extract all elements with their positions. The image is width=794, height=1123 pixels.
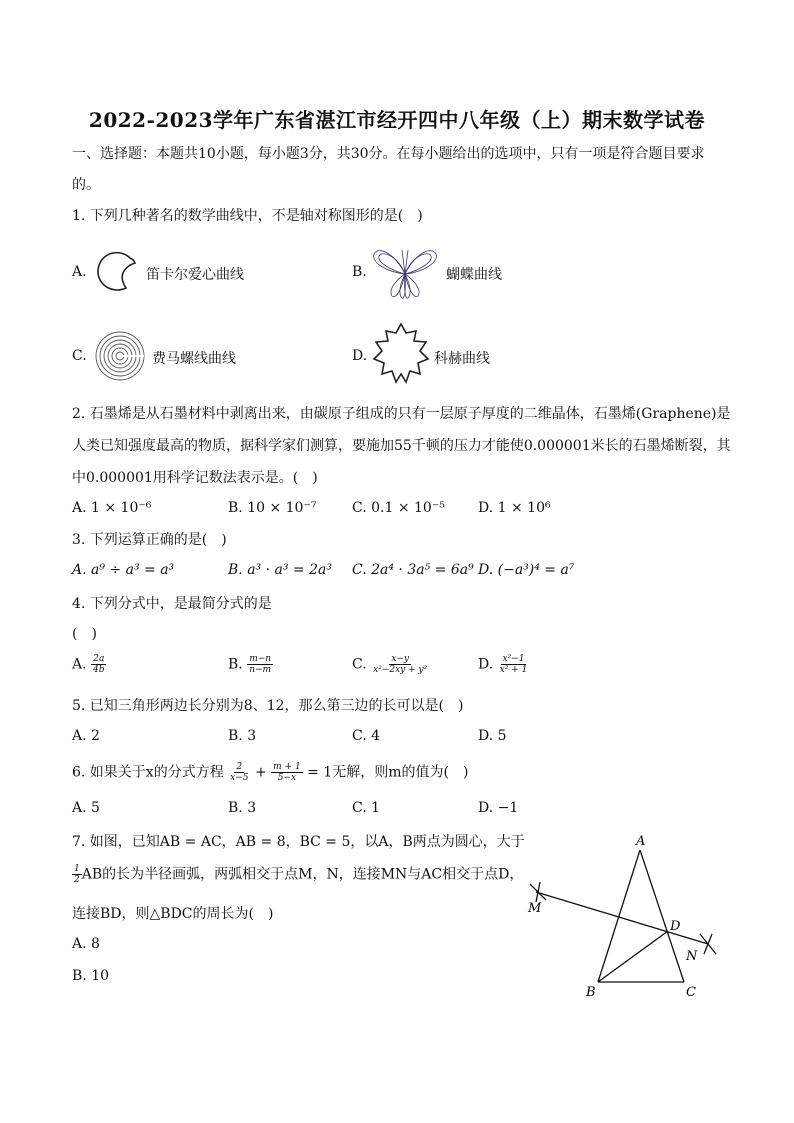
q7-half-fraction: $\frac{1}{2}$ <box>74 864 80 885</box>
q6-option-b[interactable]: B. 3 <box>228 800 257 816</box>
section-instructions-line1: 一、选择题：本题共10小题，每小题3分，共30分。在每小题给出的选项中，只有一项是符合题目要求 <box>72 146 705 162</box>
triangle-figure <box>520 830 730 1000</box>
question-4-paren: ( ) <box>72 626 97 642</box>
label-n: N <box>686 949 698 964</box>
q2-option-c[interactable]: C. 0.1 × 10⁻⁵ <box>352 500 445 516</box>
q3-option-b[interactable]: B. a³ · a³ = 2a³ <box>228 562 332 578</box>
q1-option-d-letter[interactable]: D. <box>352 348 368 364</box>
q4-option-d-fraction: $\frac{\text{x²−1}}{\text{x² + 1}}$ <box>499 654 528 675</box>
q5-option-a[interactable]: A. 2 <box>72 728 100 744</box>
q2-option-b[interactable]: B. 10 × 10⁻⁷ <box>228 500 317 516</box>
q1-option-a-letter[interactable]: A. <box>72 264 87 280</box>
fermat-spiral-icon <box>92 330 148 382</box>
q4-option-d[interactable] <box>478 654 529 675</box>
label-m: M <box>528 901 542 916</box>
line-mn <box>536 892 708 944</box>
koch-snowflake-icon <box>370 322 432 388</box>
q7-option-a[interactable]: A. 8 <box>72 936 100 952</box>
question-2-line3: 中0.000001用科学记数法表示是。( ) <box>72 470 318 486</box>
q1-option-c-label: 费马螺线曲线 <box>152 351 236 367</box>
q4-option-b[interactable] <box>228 654 273 675</box>
q1-option-d-label: 科赫曲线 <box>434 351 490 367</box>
side-ac <box>640 850 684 982</box>
q3-option-c[interactable]: C. 2a⁴ · 3a⁵ = 6a⁹ <box>352 562 474 578</box>
arc-mark-n-2 <box>704 934 712 954</box>
page-title: 2022-2023学年广东省湛江市经开四中八年级（上）期末数学试卷 <box>88 108 706 132</box>
question-6-stem: 6. 如果关于x的分式方程 $\frac{2}{x-5}$ + $\frac{m + 1}{5-x}$ = 1无解，则m的值为( ) <box>72 762 469 783</box>
q4-option-b-letter: B. <box>228 656 243 673</box>
label-c: C <box>686 985 696 1000</box>
q4-option-a-fraction: $\frac{2a}{4b}$ <box>93 654 105 675</box>
q4-option-a[interactable] <box>72 654 107 675</box>
q6-fraction-1: $\frac{2}{x-5}$ <box>230 762 249 783</box>
q4-option-b-fraction: $\frac{m-n}{n-m}$ <box>249 654 272 675</box>
q5-option-d[interactable]: D. 5 <box>478 728 507 744</box>
q6-fraction-2: $\frac{m + 1}{5-x}$ <box>273 762 301 783</box>
q2-option-d[interactable]: D. 1 × 10⁶ <box>478 500 551 516</box>
question-5-stem: 5. 已知三角形两边长分别为8、12，那么第三边的长可以是( ) <box>72 698 464 714</box>
question-2-line2: 人类已知强度最高的物质，据科学家们测算，要施加55千顿的压力才能使0.000001米长的石墨烯断裂，其 <box>72 438 731 454</box>
q5-option-b[interactable]: B. 3 <box>228 728 257 744</box>
q2-option-a[interactable]: A. 1 × 10⁻⁶ <box>72 500 152 516</box>
question-7-line1: 7. 如图，已知AB = AC，AB = 8，BC = 5，以A，B两点为圆心，大于 <box>72 834 525 850</box>
label-a: A <box>636 834 646 849</box>
question-3-stem: 3. 下列运算正确的是( ) <box>72 532 227 548</box>
question-7-line2: $\frac{1}{2}$ AB的长为半径画弧，两弧相交于点M，N，连接MN与AC相交于点D， <box>74 864 524 885</box>
q5-option-c[interactable]: C. 4 <box>352 728 381 744</box>
q4-option-a-letter: A. <box>72 656 87 673</box>
q7-option-b[interactable]: B. 10 <box>72 968 110 984</box>
q4-option-c[interactable] <box>352 654 429 675</box>
segment-bd <box>598 931 668 982</box>
section-instructions-line2: 的。 <box>72 177 100 193</box>
question-1-stem: 1. 下列几种著名的数学曲线中，不是轴对称图形的是( ) <box>72 208 423 224</box>
q1-option-c-letter[interactable]: C. <box>72 348 87 364</box>
q3-option-a[interactable]: A. a⁹ ÷ a³ = a³ <box>72 562 175 578</box>
q6-option-a[interactable]: A. 5 <box>72 800 100 816</box>
q1-option-b-label: 蝴蝶曲线 <box>446 267 502 283</box>
question-7-line3: 连接BD，则△BDC的周长为( ) <box>72 906 274 922</box>
q6-option-d[interactable]: D. −1 <box>478 800 519 816</box>
q3-option-d[interactable]: D. (−a³)⁴ = a⁷ <box>478 562 575 578</box>
q4-option-c-fraction: $\frac{x-y}{\text{x²−2xy + y²}}$ <box>373 654 428 675</box>
question-4-stem: 4. 下列分式中，是最简分式的是 <box>72 596 272 612</box>
q1-option-a-label: 笛卡尔爱心曲线 <box>146 267 244 283</box>
side-ab <box>598 850 640 982</box>
q4-option-c-letter: C. <box>352 656 367 673</box>
label-b: B <box>586 985 596 1000</box>
q6-option-c[interactable]: C. 1 <box>352 800 381 816</box>
q1-option-b-letter[interactable]: B. <box>352 264 367 280</box>
label-d: D <box>670 919 681 934</box>
q4-option-d-letter: D. <box>478 656 494 673</box>
question-2-line1: 2. 石墨烯是从石墨材料中剥离出来，由碳原子组成的只有一层原子厚度的二维晶体，石墨烯(Graphene)是 <box>72 406 731 422</box>
cardioid-icon <box>94 248 140 294</box>
butterfly-curve-icon <box>372 244 438 302</box>
